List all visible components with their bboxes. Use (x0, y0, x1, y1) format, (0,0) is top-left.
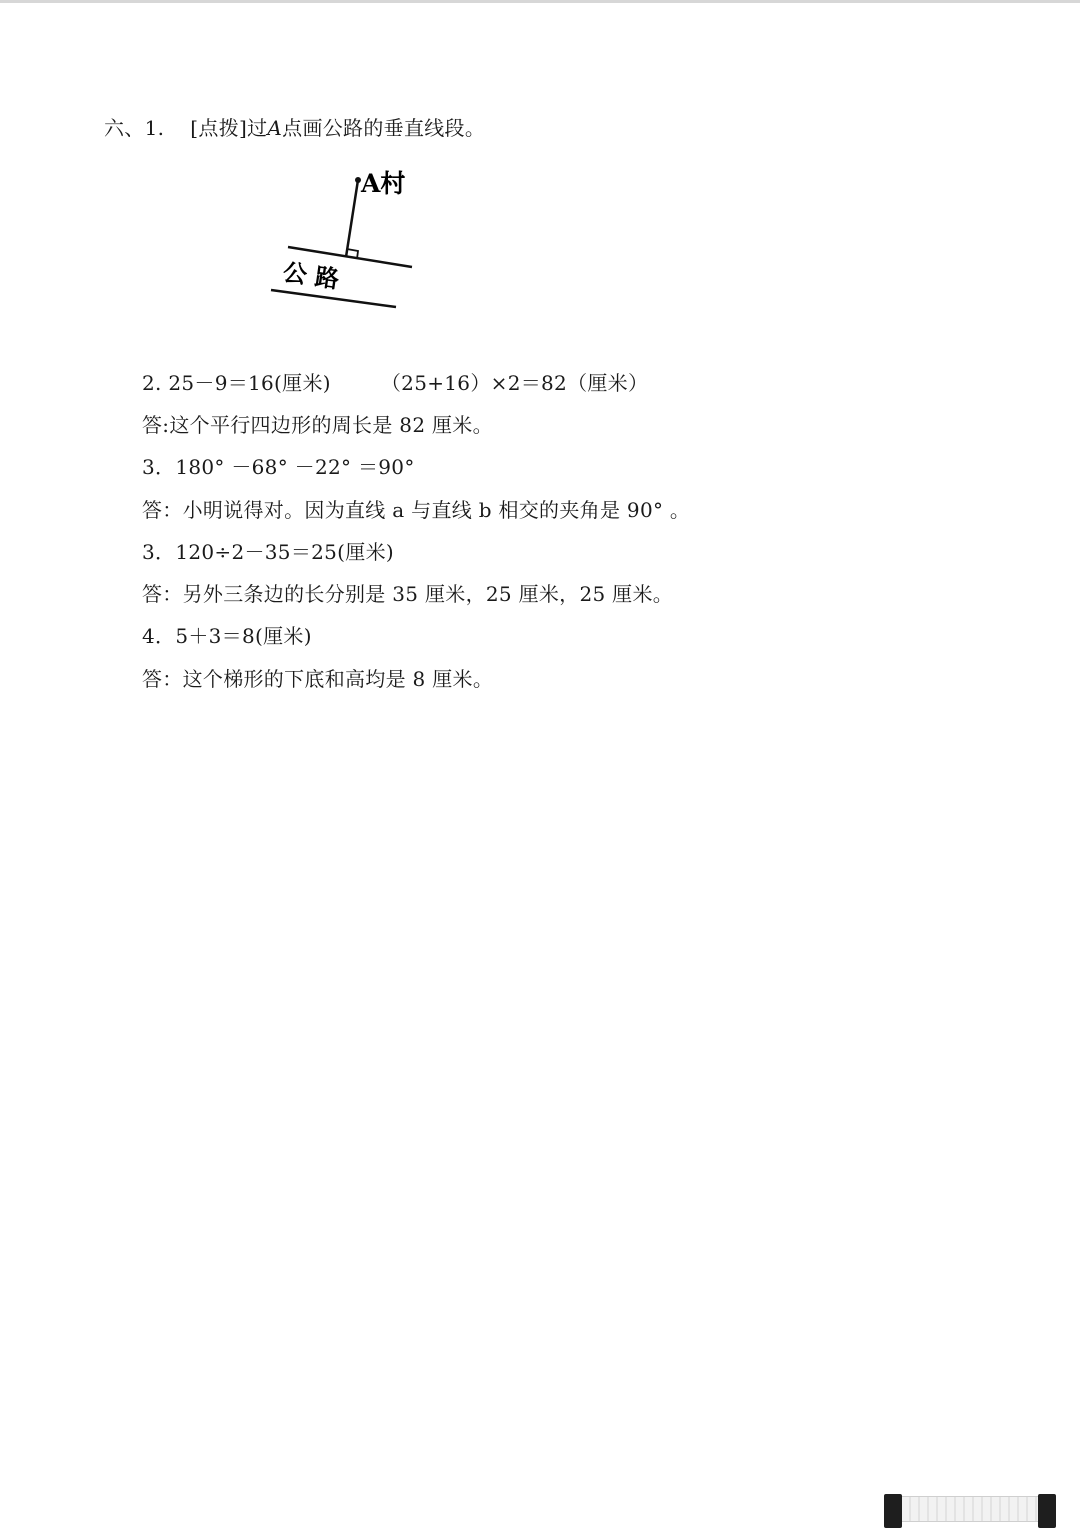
point-a: A (267, 116, 283, 140)
horizontal-scrollbar[interactable] (884, 1494, 1056, 1528)
q3a-answer: 答：小明说得对。因为直线 a 与直线 b 相交的夹角是 90° 。 (142, 498, 691, 522)
q3a-calculation: 3．180° －68° －22° ＝90° (142, 455, 415, 479)
hint-label: [点拨]过 (190, 116, 268, 140)
perpendicular-segment (346, 180, 358, 257)
q3b-answer: 答：另外三条边的长分别是 35 厘米，25 厘米，25 厘米。 (142, 582, 674, 606)
section-1-heading (104, 115, 485, 141)
q3b-calculation: 3．120÷2－35＝25(厘米) (142, 540, 394, 564)
perpendicular-diagram (262, 160, 432, 320)
scrollbar-left-handle[interactable] (884, 1494, 902, 1528)
q2-answer: 答:这个平行四边形的周长是 82 厘米。 (142, 413, 493, 437)
q4-answer: 答：这个梯形的下底和高均是 8 厘米。 (142, 667, 494, 691)
q4-calculation: 4．5＋3＝8(厘米) (142, 624, 312, 648)
page-top-border (0, 0, 1080, 3)
q2-calc-1: 2. 25－9＝16(厘米) (142, 371, 331, 395)
hint-text: 点画公路的垂直线段。 (282, 116, 486, 140)
section-number: 六、1. (104, 116, 165, 140)
scrollbar-track[interactable] (902, 1496, 1038, 1522)
scrollbar-right-handle[interactable] (1038, 1494, 1056, 1528)
village-label: A村 (361, 169, 406, 198)
q2-calculation (142, 370, 648, 396)
road-label: 公 路 (281, 258, 341, 294)
q2-calc-2: （25+16）×2＝82（厘米） (380, 371, 649, 395)
